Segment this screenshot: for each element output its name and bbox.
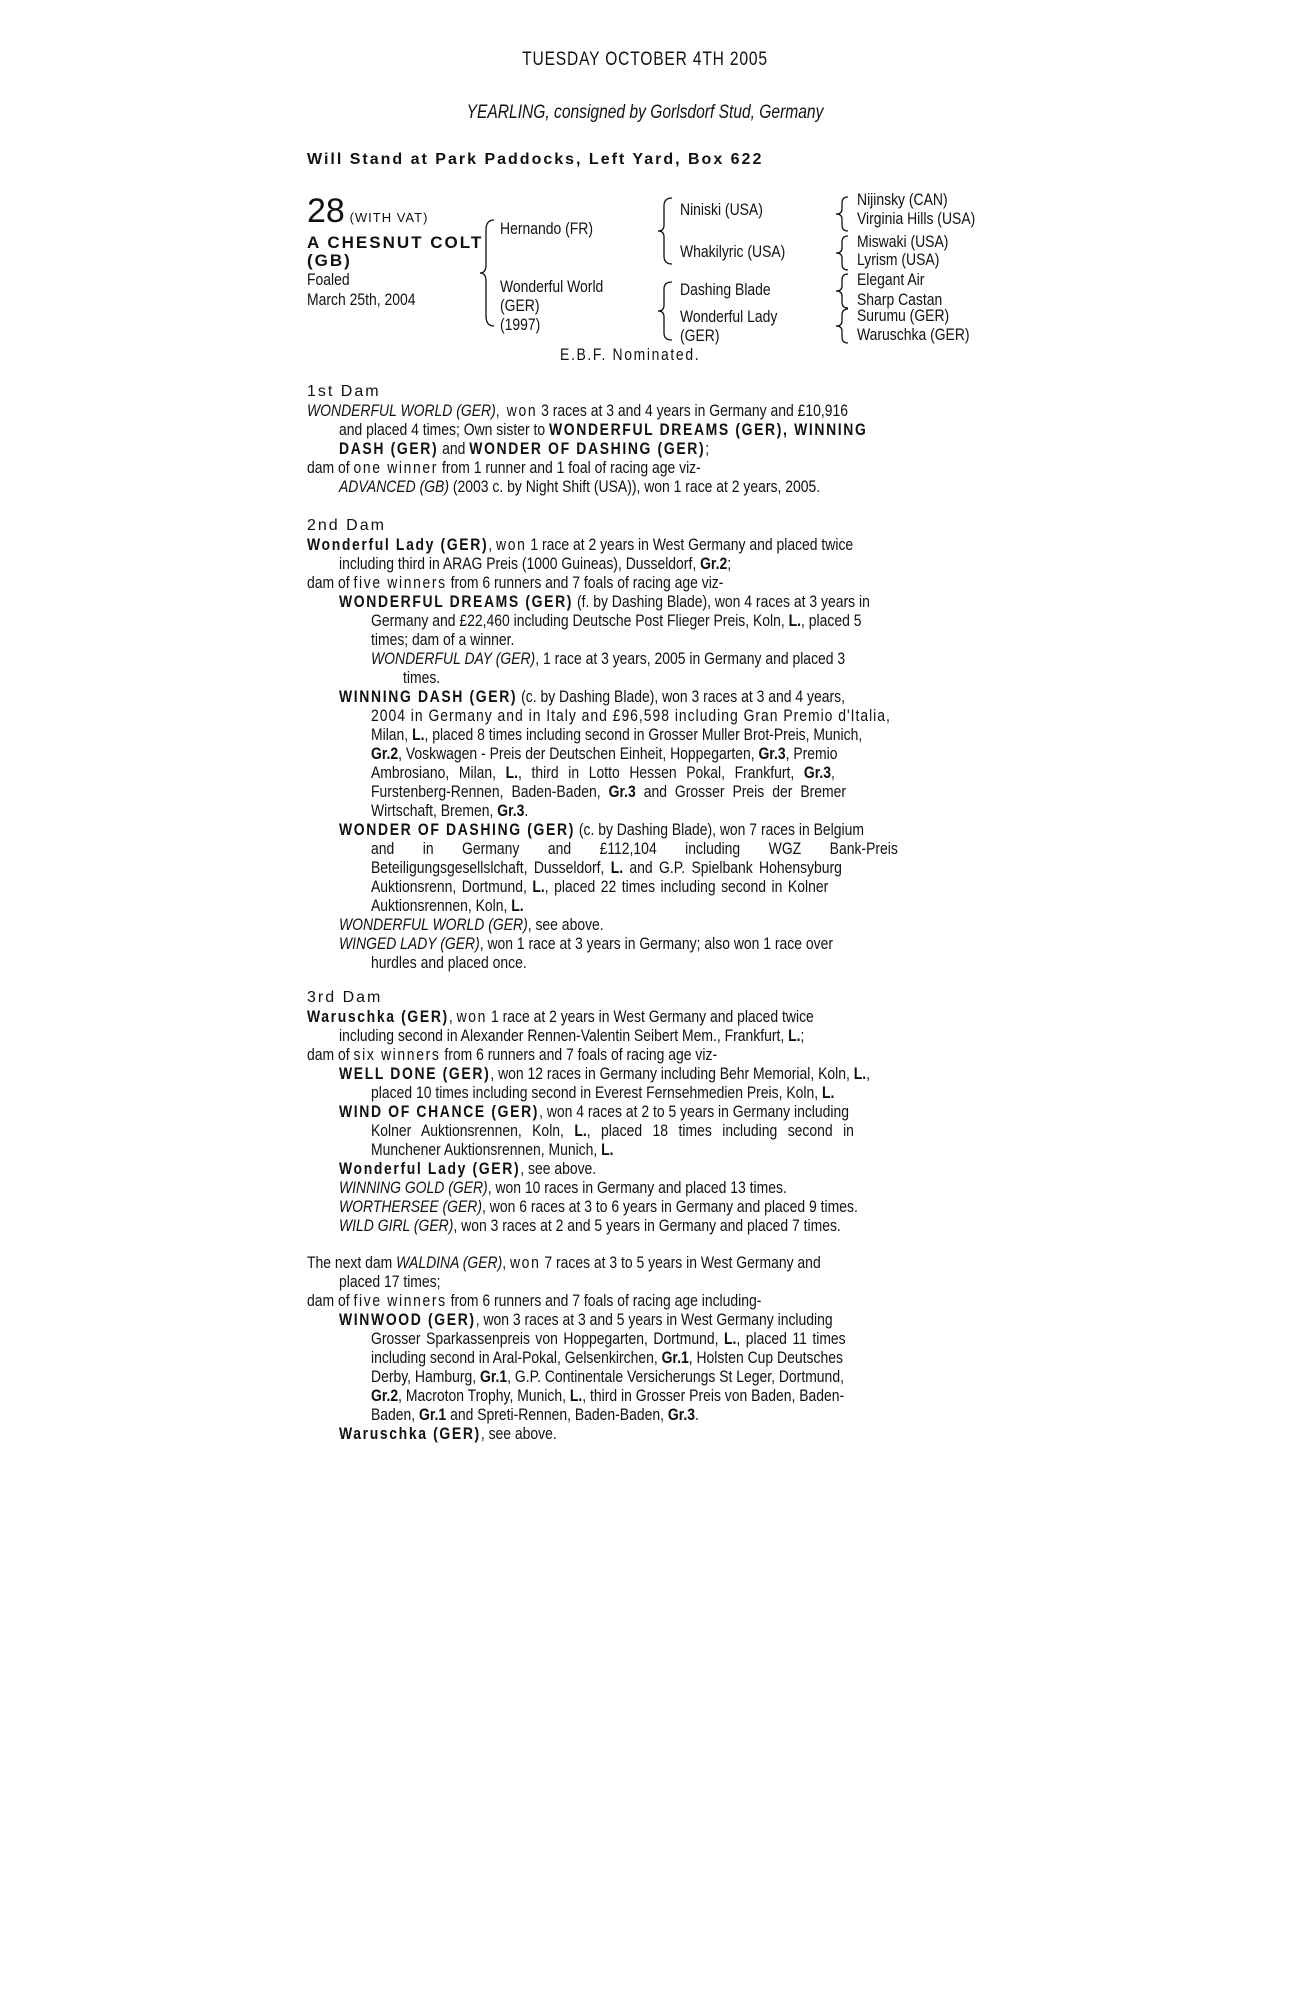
- progeny-entry: WONDERFUL DAY (GER), 1 race at 3 years, 2005 in Germany and placed 3: [371, 649, 846, 668]
- lot-number-line: [307, 193, 428, 229]
- progeny-entry: WINGED LADY (GER), won 1 race at 3 years in Germany; also won 1 race over: [339, 934, 834, 953]
- third-dam-line: dam of six winners from 6 runners and 7 foals of racing age viz-: [307, 1045, 718, 1064]
- pedigree-sire-sire: Niniski (USA): [680, 200, 763, 219]
- third-dam-heading: 3rd Dam: [307, 989, 383, 1006]
- progeny-entry: WINNING GOLD (GER), won 10 races in Germany and placed 13 times.: [339, 1178, 787, 1197]
- lot-description: A CHESNUT COLT: [307, 233, 484, 252]
- first-dam-line: and placed 4 times; Own sister to WONDERFUL DREAMS (GER), WINNING: [339, 420, 868, 439]
- pedigree-sss: Nijinsky (CAN): [857, 190, 948, 209]
- progeny-entry: including second in Aral-Pokal, Gelsenkirchen, Gr.1, Holsten Cup Deutsches: [371, 1348, 843, 1367]
- progeny-entry: Wonderful Lady (GER), see above.: [339, 1159, 597, 1178]
- progeny-entry: hurdles and placed once.: [371, 953, 527, 972]
- consignor-line: YEARLING, consigned by Gorlsdorf Stud, Germany: [466, 102, 824, 123]
- progeny-entry: Munchener Auktionsrennen, Munich, L.: [371, 1140, 614, 1159]
- pedigree-ssd: Virginia Hills (USA): [857, 209, 976, 228]
- pedigree-dam-year: (1997): [500, 315, 541, 334]
- progeny-entry: Derby, Hamburg, Gr.1, G.P. Continentale Versicherungs St Leger, Dortmund,: [371, 1367, 844, 1386]
- foaled-date: March 25th, 2004: [307, 290, 416, 309]
- sale-date: TUESDAY OCTOBER 4TH 2005: [522, 49, 768, 70]
- first-dam-name: WONDERFUL WORLD (GER): [307, 401, 496, 420]
- progeny-entry: WIND OF CHANCE (GER), won 4 races at 2 to 5 years in Germany including: [339, 1102, 850, 1121]
- progeny-entry: Kolner Auktionsrennen, Koln, L., placed 18 times including second in: [371, 1121, 854, 1140]
- pedigree-ddd: Waruschka (GER): [857, 325, 970, 344]
- progeny-entry: Auktionsrennen, Koln, L.: [371, 896, 524, 915]
- third-dam-line: Waruschka (GER), won 1 race at 2 years in West Germany and placed twice: [307, 1007, 814, 1026]
- pedigree-brace-sire: [658, 196, 680, 266]
- pedigree-sire-dam: Whakilyric (USA): [680, 242, 786, 261]
- pedigree-brace-sd: [836, 234, 856, 272]
- progeny-entry: Beteiligungsgesellslchaft, Dusseldorf, L. and G.P. Spielbank Hohensyburg: [371, 858, 842, 877]
- progeny-entry: WORTHERSEE (GER), won 6 races at 3 to 6 years in Germany and placed 9 times.: [339, 1197, 858, 1216]
- progeny-entry: WONDERFUL DREAMS (GER) (f. by Dashing Blade), won 4 races at 3 years in: [339, 592, 870, 611]
- progeny-entry: Furstenberg-Rennen, Baden-Baden, Gr.3 and Grosser Preis der Bremer: [371, 782, 847, 801]
- lot-description-country: (GB): [307, 251, 352, 270]
- pedigree-sire: Hernando (FR): [500, 219, 593, 238]
- progeny-entry: Baden, Gr.1 and Spreti-Rennen, Baden-Baden, Gr.3.: [371, 1405, 699, 1424]
- progeny-entry: WELL DONE (GER), won 12 races in Germany including Behr Memorial, Koln, L.,: [339, 1064, 871, 1083]
- progeny-entry: WONDERFUL WORLD (GER), see above.: [339, 915, 604, 934]
- pedigree-dam-dam: Wonderful Lady: [680, 307, 778, 326]
- progeny-entry: placed 10 times including second in Everest Fernsehmedien Preis, Koln, L.: [371, 1083, 835, 1102]
- progeny-entry: WINWOOD (GER), won 3 races at 3 and 5 years in West Germany including: [339, 1310, 833, 1329]
- progeny-entry: Grosser Sparkassenpreis von Hoppegarten, Dortmund, L., placed 11 times: [371, 1329, 846, 1348]
- pedigree-dam-sire: Dashing Blade: [680, 280, 771, 299]
- pedigree-dds: Surumu (GER): [857, 306, 950, 325]
- lot-number: 28: [307, 192, 345, 230]
- progeny-entry: WILD GIRL (GER), won 3 races at 2 and 5 years in Germany and placed 7 times.: [339, 1216, 841, 1235]
- stand-location: Will Stand at Park Paddocks, Left Yard, Box 622: [307, 151, 764, 168]
- second-dam-line: Wonderful Lady (GER), won 1 race at 2 years in West Germany and placed twice: [307, 535, 854, 554]
- pedigree-brace-dd: [836, 307, 856, 345]
- progeny-entry: WINNING DASH (GER) (c. by Dashing Blade), won 3 races at 3 and 4 years,: [339, 687, 845, 706]
- progeny-entry: Auktionsrenn, Dortmund, L., placed 22 times including second in Kolner: [371, 877, 829, 896]
- progeny-entry: Wirtschaft, Bremen, Gr.3.: [371, 801, 529, 820]
- progeny-entry: times; dam of a winner.: [371, 630, 515, 649]
- pedigree-dss: Elegant Air: [857, 270, 925, 289]
- progeny-entry: Ambrosiano, Milan, L., third in Lotto Hessen Pokal, Frankfurt, Gr.3,: [371, 763, 835, 782]
- pedigree-dam: Wonderful World: [500, 277, 604, 296]
- third-dam-line: including second in Alexander Rennen-Valentin Seibert Mem., Frankfurt, L.;: [339, 1026, 805, 1045]
- pedigree-sds: Miswaki (USA): [857, 232, 949, 251]
- winner-name: WONDERFUL DREAMS (GER), WINNING: [548, 420, 868, 439]
- progeny-entry: Milan, L., placed 8 times including second in Grosser Muller Brot-Preis, Munich,: [371, 725, 863, 744]
- vat-note: (WITH VAT): [349, 210, 429, 225]
- first-dam-line: WONDERFUL WORLD (GER), won 3 races at 3 and 4 years in Germany and £10,916: [307, 401, 848, 420]
- pedigree-brace-main: [480, 218, 502, 328]
- ebf-nominated: E.B.F. Nominated.: [560, 345, 701, 364]
- pedigree-brace-dam: [658, 280, 680, 342]
- progeny-entry: WONDER OF DASHING (GER) (c. by Dashing Blade), won 7 races in Belgium: [339, 820, 864, 839]
- pedigree-brace-ss: [836, 195, 856, 233]
- second-dam-line: including third in ARAG Preis (1000 Guineas), Dusseldorf, Gr.2;: [339, 554, 732, 573]
- second-dam-heading: 2nd Dam: [307, 517, 386, 534]
- first-dam-heading: 1st Dam: [307, 383, 381, 400]
- next-dam-line: dam of five winners from 6 runners and 7 foals of racing age including-: [307, 1291, 762, 1310]
- first-dam-progeny: ADVANCED (GB) (2003 c. by Night Shift (USA)), won 1 race at 2 years, 2005.: [339, 477, 821, 496]
- progeny-entry: times.: [403, 668, 441, 687]
- next-dam-line: The next dam WALDINA (GER), won 7 races at 3 to 5 years in West Germany and: [307, 1253, 821, 1272]
- pedigree-dam-country: (GER): [500, 296, 540, 315]
- pedigree-brace-ds: [836, 272, 856, 310]
- pedigree-dam-dam-country: (GER): [680, 326, 720, 345]
- first-dam-line: dam of one winner from 1 runner and 1 foal of racing age viz-: [307, 458, 701, 477]
- pedigree-dsd: Sharp Castan: [857, 290, 943, 309]
- next-dam-line: placed 17 times;: [339, 1272, 441, 1291]
- second-dam-line: dam of five winners from 6 runners and 7 foals of racing age viz-: [307, 573, 724, 592]
- winner-name: DASH (GER): [339, 439, 439, 458]
- foaled-label: Foaled: [307, 270, 350, 289]
- progeny-entry: Waruschka (GER), see above.: [339, 1424, 557, 1443]
- progeny-entry: Gr.2, Voskwagen - Preis der Deutschen Einheit, Hoppegarten, Gr.3, Premio: [371, 744, 838, 763]
- progeny-entry: 2004 in Germany and in Italy and £96,598 including Gran Premio d'Italia,: [371, 706, 891, 725]
- winner-name: WONDER OF DASHING (GER): [469, 439, 706, 458]
- first-dam-line: DASH (GER) and WONDER OF DASHING (GER);: [339, 439, 710, 458]
- progeny-entry: Gr.2, Macroton Trophy, Munich, L., third in Grosser Preis von Baden, Baden-: [371, 1386, 845, 1405]
- pedigree-sdd: Lyrism (USA): [857, 250, 940, 269]
- progeny-entry: Germany and £22,460 including Deutsche Post Flieger Preis, Koln, L., placed 5: [371, 611, 862, 630]
- progeny-entry: and in Germany and £112,104 including WGZ Bank-Preis: [371, 839, 898, 858]
